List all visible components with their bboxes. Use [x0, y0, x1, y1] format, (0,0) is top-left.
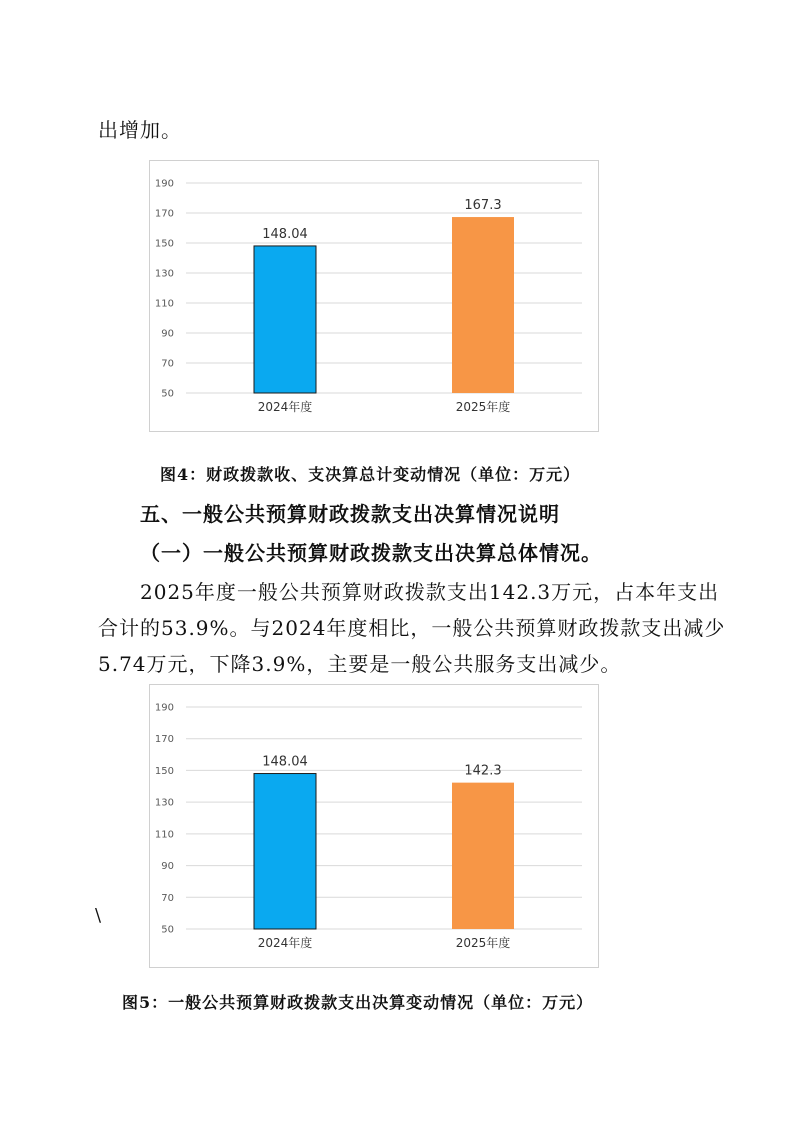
chart-fig5-caption: 图5：一般公共预算财政拨款支出决算变动情况（单位：万元）	[122, 993, 594, 1012]
y-tick-label: 170	[154, 208, 174, 220]
data-label: 167.3	[464, 198, 502, 214]
x-tick-label: 2024年度	[257, 936, 313, 950]
chart-fig4	[149, 160, 599, 432]
chart-fig4-caption: 图4：财政拨款收、支决算总计变动情况（单位：万元）	[160, 465, 581, 484]
y-tick-label: 150	[154, 238, 174, 250]
data-label: 148.04	[262, 754, 308, 770]
bar	[254, 246, 316, 393]
y-tick-label: 190	[154, 178, 174, 190]
stray-mark: \	[95, 905, 103, 926]
y-tick-label: 190	[154, 702, 174, 714]
section-heading: 五、一般公共预算财政拨款支出决算情况说明	[140, 502, 560, 526]
paragraph-tail: 出增加。	[98, 118, 182, 142]
y-tick-label: 130	[154, 797, 174, 809]
chart-fig4-svg	[150, 161, 598, 431]
y-tick-label: 50	[161, 924, 174, 936]
chart-fig5-svg	[150, 685, 598, 967]
y-tick-label: 90	[161, 861, 174, 873]
x-tick-label: 2025年度	[455, 936, 511, 950]
bar	[452, 217, 514, 393]
y-tick-label: 50	[161, 388, 174, 400]
paragraph-line-1: 2025年度一般公共预算财政拨款支出142.3万元，占本年支出	[140, 580, 720, 604]
y-tick-label: 150	[154, 765, 174, 777]
y-tick-label: 70	[161, 358, 174, 370]
y-tick-label: 110	[154, 829, 174, 841]
y-tick-label: 70	[161, 892, 174, 904]
subsection-heading: （一）一般公共预算财政拨款支出决算总体情况。	[140, 541, 602, 565]
bar	[254, 774, 316, 929]
chart-fig5	[149, 684, 599, 968]
bar	[452, 783, 514, 929]
x-tick-label: 2025年度	[455, 400, 511, 414]
y-tick-label: 130	[154, 268, 174, 280]
paragraph-line-2: 合计的53.9%。与2024年度相比，一般公共预算财政拨款支出减少	[98, 616, 726, 640]
paragraph-line-3: 5.74万元，下降3.9%，主要是一般公共服务支出减少。	[98, 652, 622, 676]
data-label: 148.04	[262, 226, 308, 242]
y-tick-label: 110	[154, 298, 174, 310]
data-label: 142.3	[464, 763, 502, 779]
x-tick-label: 2024年度	[257, 400, 313, 414]
y-tick-label: 90	[161, 328, 174, 340]
y-tick-label: 170	[154, 734, 174, 746]
